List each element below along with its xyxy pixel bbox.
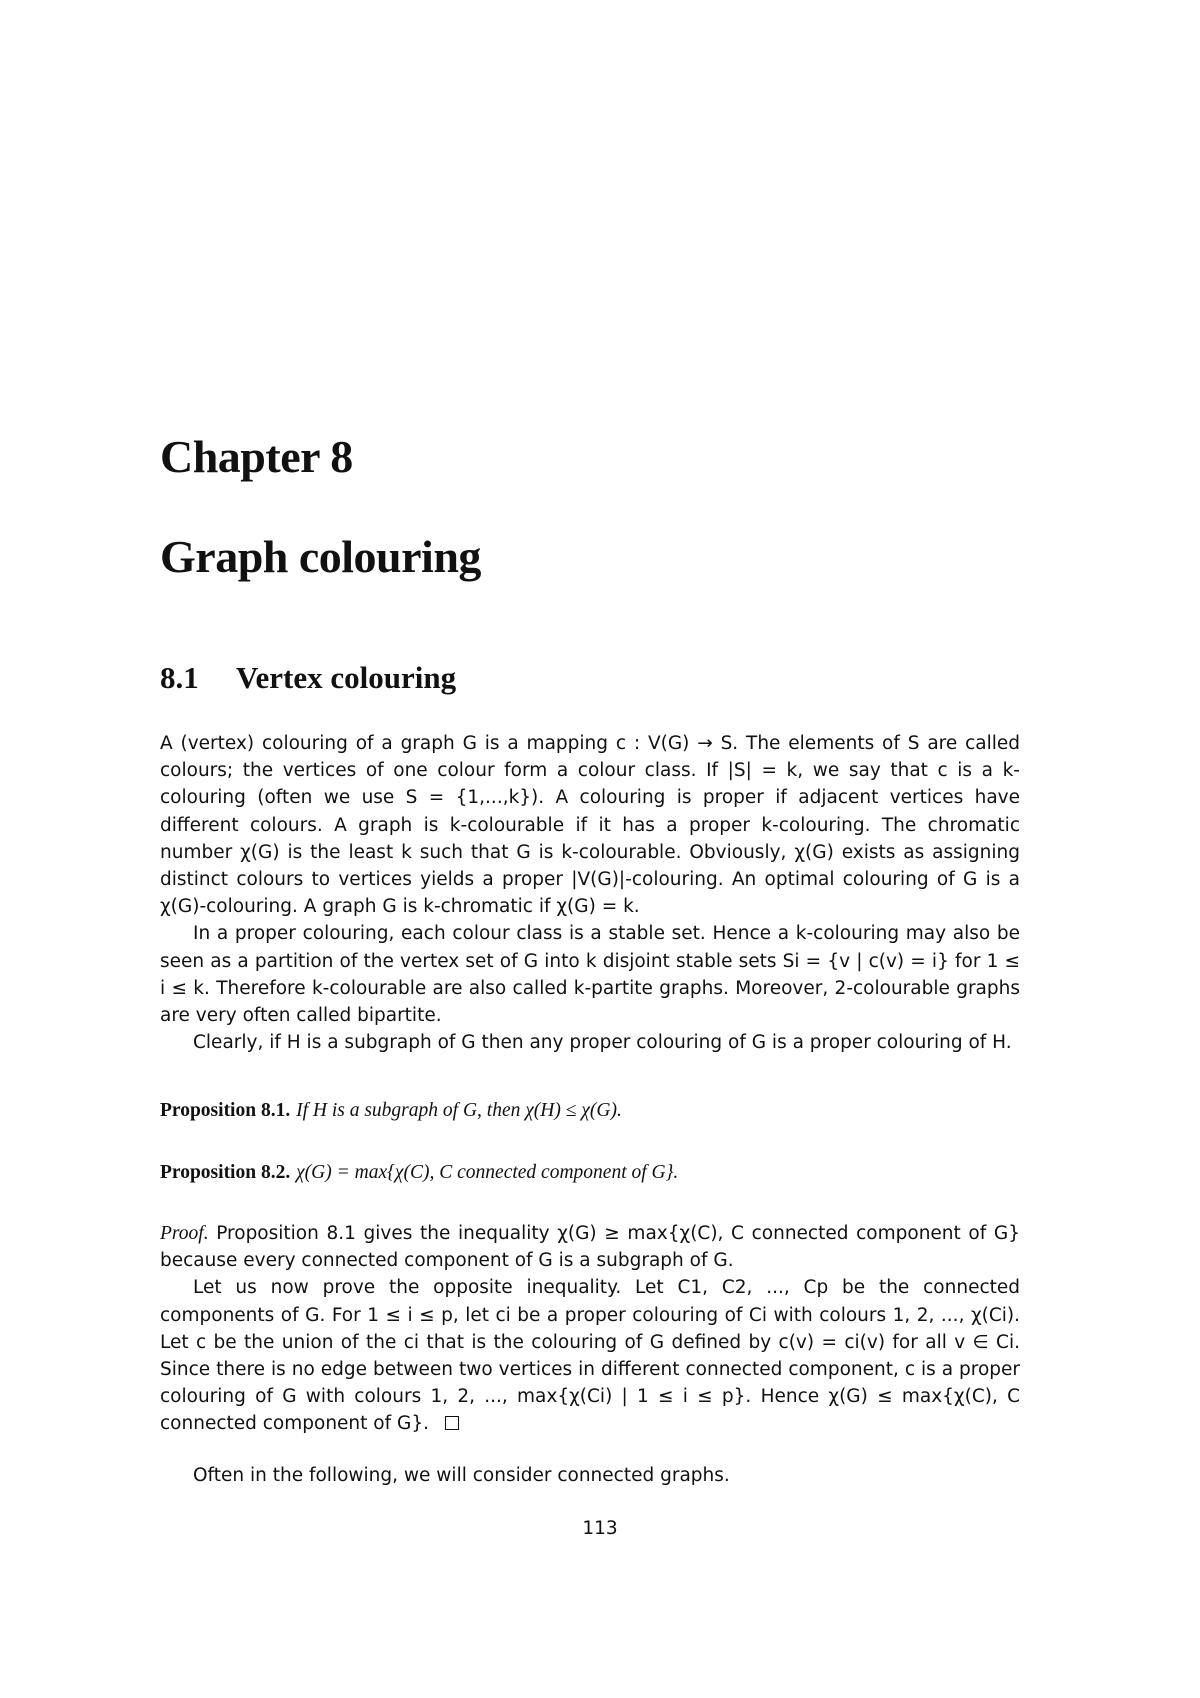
proof-text-1: Proposition 8.1 gives the inequality χ(G) ≥ max{χ(C), C connected component of G} because every connected component of G is a subgraph of G.	[160, 1223, 1020, 1272]
section-title: Vertex colouring	[236, 660, 457, 695]
closing-paragraph	[160, 1462, 1020, 1489]
proof-text-2: Let us now prove the opposite inequality. Let C1, C2, ..., Cp be the connected components of G. For 1 ≤ i ≤ p, let ci be a proper colouring of Ci with colours 1, 2, ..., χ(Ci). Let c be the union of the ci that is the colouring of G defined by c(v) = ci(v) for all v ∈ Ci. Since there is no edge between two vertices in different connected component, c is a proper colouring of G with colours 1, 2, ..., max{χ(Ci) | 1 ≤ i ≤ p}. Hence χ(G) ≤ max{χ(C), C connected component of G}.	[160, 1277, 1020, 1435]
proof-paragraph-1	[160, 1220, 1020, 1274]
proof	[160, 1220, 1020, 1438]
chapter-number: Chapter 8	[160, 431, 353, 482]
paragraph-partition: In a proper colouring, each colour class is a stable set. Hence a k-colouring may also be seen as a partition of the vertex set of G into k disjoint stable sets Si = {v | c(v) = i} for 1 ≤ i ≤ k. Therefore k-colourable are also called k-partite graphs. Moreover, 2-colourable graphs are very often called bipartite.	[160, 923, 1020, 1027]
closing-text: Often in the following, we will consider connected graphs.	[193, 1465, 730, 1486]
chapter-title: Graph colouring	[160, 531, 481, 582]
paragraph-definitions: A (vertex) colouring of a graph G is a mapping c : V(G) → S. The elements of S are called colours; the vertices of one colour form a colour class. If |S| = k, we say that c is a k-colouring (often we use S = {1,...,k}). A colouring is proper if adjacent vertices have different colours. A graph is k-colourable if it has a proper k-colouring. The chromatic number χ(G) is the least k such that G is k-colourable. Obviously, χ(G) exists as assigning distinct colours to vertices yields a proper |V(G)|-colouring. An optimal colouring of G is a χ(G)-colouring. A graph G is k-chromatic if χ(G) = k.	[160, 733, 1020, 918]
paragraph-subgraph: Clearly, if H is a subgraph of G then any proper colouring of G is a proper colouring of H.	[193, 1032, 1012, 1054]
proposition-8-2	[160, 1159, 1020, 1186]
proposition-label: Proposition 8.2.	[160, 1162, 291, 1183]
qed-square-icon	[445, 1416, 459, 1430]
proof-label: Proof.	[160, 1223, 209, 1244]
section-heading	[160, 660, 456, 696]
proof-paragraph-2	[160, 1274, 1020, 1437]
proposition-statement: χ(G) = max{χ(C), C connected component of G}.	[296, 1162, 679, 1183]
proposition-label: Proposition 8.1.	[160, 1100, 291, 1121]
section-number: 8.1	[160, 660, 199, 695]
proposition-statement: If H is a subgraph of G, then χ(H) ≤ χ(G).	[296, 1100, 622, 1121]
section-body	[160, 730, 1020, 1056]
proposition-8-1	[160, 1097, 1020, 1124]
page-number: 113	[582, 1518, 618, 1539]
